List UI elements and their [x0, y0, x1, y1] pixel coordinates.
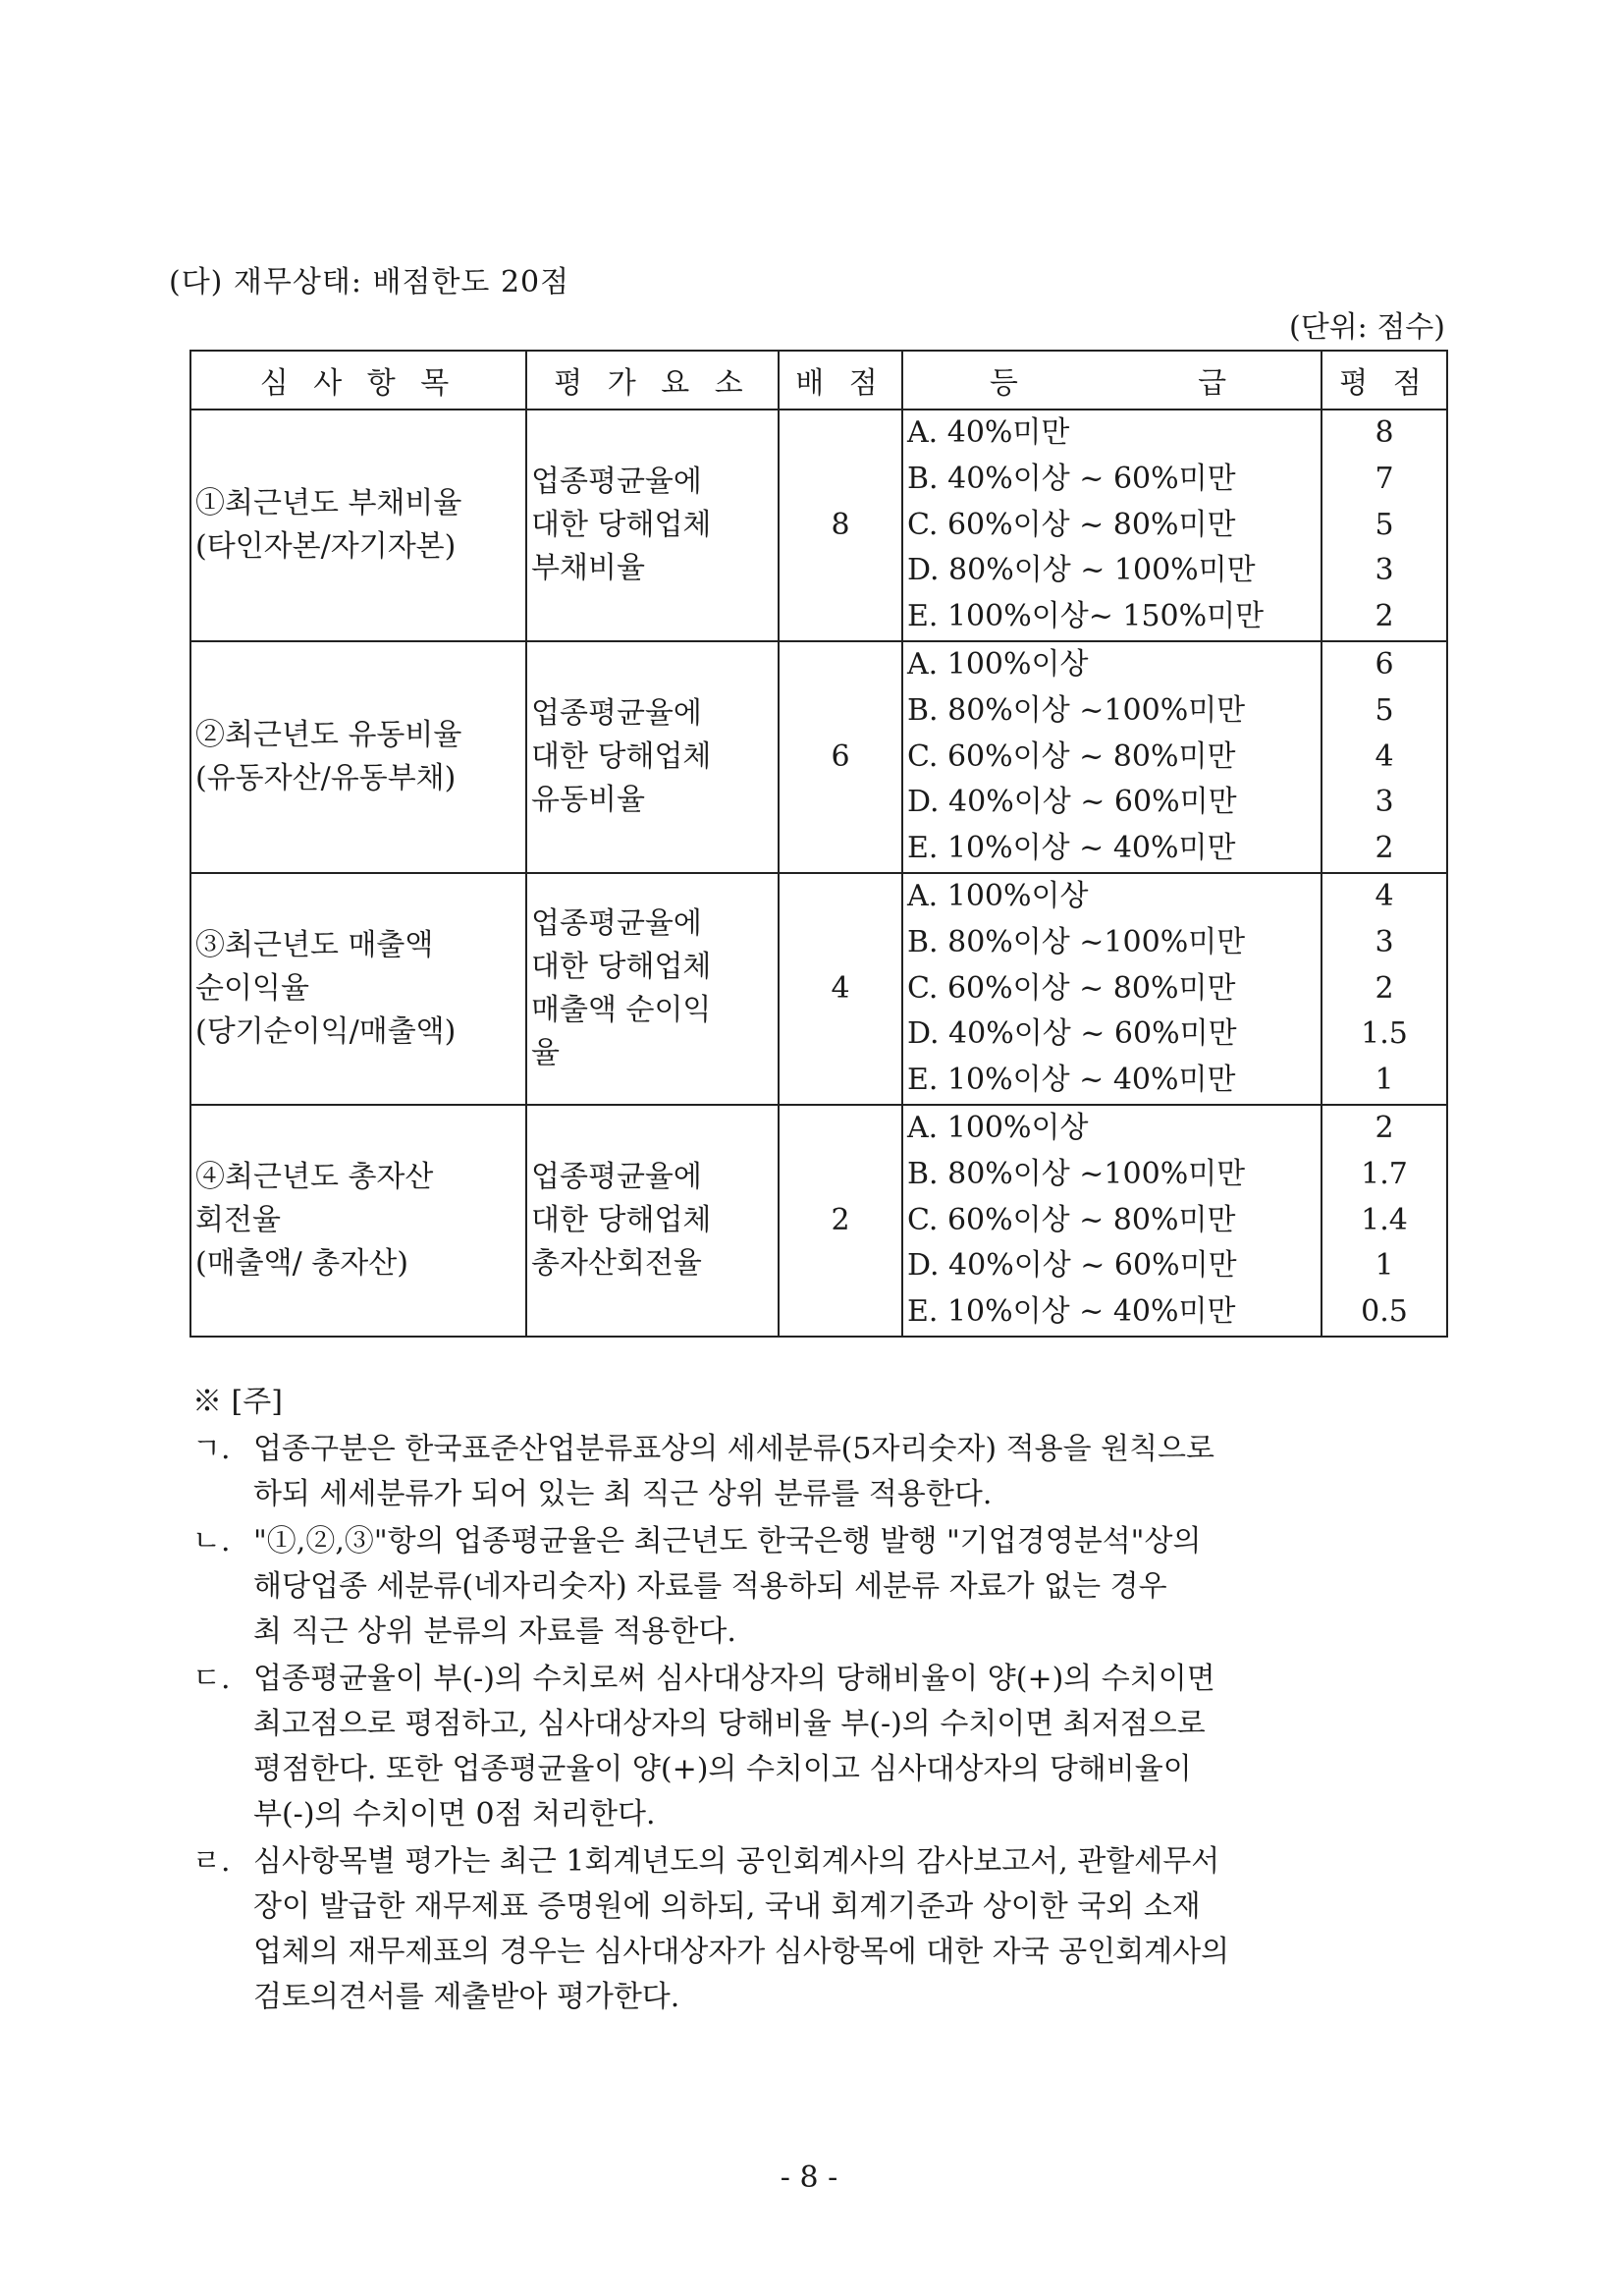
- row-points: 2: [779, 1105, 902, 1337]
- row-scores: [1321, 1105, 1447, 1337]
- row-points: 4: [779, 873, 902, 1105]
- item-line: (타인자본/자기자본): [195, 528, 457, 564]
- note-line: 평점한다. 또한 업종평균율이 양(+)의 수치이고 심사대상자의 당해비율이: [253, 1752, 1192, 1786]
- note-item: [192, 1519, 1459, 1655]
- note-line: 부(-)의 수치이면 0점 처리한다.: [253, 1797, 656, 1831]
- header-points: 배 점: [779, 351, 902, 410]
- score-value: 5: [1375, 507, 1394, 542]
- score-value: 4: [1375, 738, 1394, 774]
- row-item: [190, 873, 526, 1105]
- grade-line: D. 40%이상 ~ 60%미만: [907, 1016, 1237, 1052]
- header-item: 심 사 항 목: [190, 351, 526, 410]
- grade-line: A. 100%이상: [907, 878, 1089, 913]
- grade-line: A. 100%이상: [907, 646, 1089, 682]
- grade-line: E. 10%이상 ~ 40%미만: [907, 1063, 1236, 1098]
- score-value: 1: [1375, 1063, 1394, 1098]
- row-element: [526, 1105, 779, 1337]
- score-value: 1.5: [1361, 1016, 1408, 1052]
- note-line: 업종평균율이 부(-)의 수치로써 심사대상자의 당해비율이 양(+)의 수치이면: [253, 1662, 1215, 1696]
- scoring-table: [189, 350, 1448, 1338]
- note-body: [253, 1657, 1459, 1837]
- row-element: [526, 641, 779, 873]
- score-value: 4: [1375, 878, 1394, 913]
- row-element: [526, 873, 779, 1105]
- note-line: 장이 발급한 재무제표 증명원에 의하되, 국내 회계기준과 상이한 국외 소재: [253, 1889, 1201, 1924]
- score-value: 7: [1375, 461, 1394, 496]
- note-line: "①,②,③"항의 업종평균율은 최근년도 한국은행 발행 "기업경영분석"상의: [253, 1524, 1202, 1558]
- header-element: 평 가 요 소: [526, 351, 779, 410]
- row-scores: [1321, 641, 1447, 873]
- score-value: 8: [1375, 415, 1394, 450]
- element-line: 율: [531, 1035, 560, 1070]
- note-marker: ㄴ.: [192, 1524, 231, 1558]
- note-marker: ㄹ.: [192, 1844, 231, 1879]
- score-value: 3: [1375, 924, 1394, 959]
- score-value: 1.4: [1361, 1202, 1408, 1237]
- grade-line: E. 10%이상 ~ 40%미만: [907, 831, 1236, 866]
- row-points: 8: [779, 410, 902, 641]
- grade-line: D. 80%이상 ~ 100%미만: [907, 553, 1256, 588]
- element-line: 대한 당해업체: [531, 949, 712, 984]
- table-header-row: [190, 351, 1447, 410]
- note-item: [192, 1427, 1459, 1517]
- table-row: [190, 873, 1447, 1105]
- row-grades: [902, 641, 1321, 873]
- item-line: 순이익율: [195, 970, 309, 1006]
- element-line: 부채비율: [531, 550, 645, 585]
- note-marker: ㄷ.: [192, 1662, 231, 1696]
- score-value: 3: [1375, 553, 1394, 588]
- item-line: ③최근년도 매출액: [195, 927, 434, 962]
- note-item: [192, 1839, 1459, 2020]
- note-line: 최고점으로 평점하고, 심사대상자의 당해비율 부(-)의 수치이면 최저점으로: [253, 1707, 1206, 1741]
- grade-line: E. 10%이상 ~ 40%미만: [907, 1294, 1236, 1330]
- grade-line: B. 40%이상 ~ 60%미만: [907, 461, 1236, 496]
- score-value: 3: [1375, 785, 1394, 820]
- note-marker: ㄱ.: [192, 1432, 231, 1466]
- score-value: 2: [1375, 599, 1394, 634]
- element-line: 업종평균율에: [531, 695, 702, 731]
- item-line: 회전율: [195, 1202, 281, 1237]
- page-number: - 8 -: [780, 2160, 838, 2195]
- row-grades: [902, 873, 1321, 1105]
- row-scores: [1321, 873, 1447, 1105]
- grade-line: C. 60%이상 ~ 80%미만: [907, 970, 1236, 1006]
- grade-line: E. 100%이상~ 150%미만: [907, 599, 1265, 634]
- row-grades: [902, 1105, 1321, 1337]
- note-line: 업종구분은 한국표준산업분류표상의 세세분류(5자리숫자) 적용을 원칙으로: [253, 1432, 1215, 1466]
- grade-line: B. 80%이상 ~100%미만: [907, 1156, 1246, 1191]
- grade-line: B. 80%이상 ~100%미만: [907, 924, 1246, 959]
- header-grade: 등 급: [902, 351, 1321, 410]
- element-line: 대한 당해업체: [531, 507, 712, 542]
- row-item: [190, 410, 526, 641]
- note-body: [253, 1839, 1459, 2020]
- score-value: 6: [1375, 646, 1394, 682]
- element-line: 대한 당해업체: [531, 1202, 712, 1237]
- note-item: [192, 1657, 1459, 1837]
- note-line: 업체의 재무제표의 경우는 심사대상자가 심사항목에 대한 자국 공인회계사의: [253, 1935, 1230, 1969]
- notes-section: [192, 1380, 1459, 2020]
- unit-label: (단위: 점수): [1289, 310, 1445, 345]
- table-row: [190, 410, 1447, 641]
- grade-line: A. 40%미만: [907, 415, 1070, 450]
- score-value: 2: [1375, 831, 1394, 866]
- item-line: ①최근년도 부채비율: [195, 485, 462, 520]
- score-value: 5: [1375, 692, 1394, 728]
- row-element: [526, 410, 779, 641]
- grade-line: C. 60%이상 ~ 80%미만: [907, 507, 1236, 542]
- grade-line: D. 40%이상 ~ 60%미만: [907, 785, 1237, 820]
- table-row: [190, 641, 1447, 873]
- element-line: 매출액 순이익: [531, 992, 712, 1027]
- grade-line: B. 80%이상 ~100%미만: [907, 692, 1246, 728]
- notes-heading: ※ [주]: [192, 1385, 283, 1419]
- section-title: (다) 재무상태: 배점한도 20점: [169, 265, 570, 300]
- row-grades: [902, 410, 1321, 641]
- item-line: (당기순이익/매출액): [195, 1013, 457, 1049]
- note-line: 검토의견서를 제출받아 평가한다.: [253, 1980, 680, 2014]
- element-line: 대한 당해업체: [531, 738, 712, 774]
- item-line: ②최근년도 유동비율: [195, 717, 462, 752]
- row-item: [190, 1105, 526, 1337]
- score-value: 2: [1375, 1110, 1394, 1145]
- grade-line: C. 60%이상 ~ 80%미만: [907, 738, 1236, 774]
- element-line: 유동비율: [531, 782, 645, 817]
- note-body: [253, 1519, 1459, 1655]
- score-value: 0.5: [1361, 1294, 1408, 1330]
- item-line: (매출액/ 총자산): [195, 1245, 408, 1281]
- grade-line: A. 100%이상: [907, 1110, 1089, 1145]
- element-line: 총자산회전율: [531, 1245, 702, 1281]
- grade-line: D. 40%이상 ~ 60%미만: [907, 1248, 1237, 1284]
- note-line: 심사항목별 평가는 최근 1회계년도의 공인회계사의 감사보고서, 관할세무서: [253, 1844, 1220, 1879]
- note-line: 최 직근 상위 분류의 자료를 적용한다.: [253, 1614, 736, 1649]
- row-points: 6: [779, 641, 902, 873]
- note-line: 해당업종 세분류(네자리숫자) 자료를 적용하되 세분류 자료가 없는 경우: [253, 1569, 1167, 1604]
- row-scores: [1321, 410, 1447, 641]
- item-line: ④최근년도 총자산: [195, 1159, 434, 1194]
- item-line: (유동자산/유동부채): [195, 760, 457, 795]
- header-score: 평 점: [1321, 351, 1447, 410]
- table-row: [190, 1105, 1447, 1337]
- element-line: 업종평균율에: [531, 905, 702, 941]
- element-line: 업종평균율에: [531, 1159, 702, 1194]
- row-item: [190, 641, 526, 873]
- score-value: 1.7: [1361, 1156, 1408, 1191]
- note-line: 하되 세세분류가 되어 있는 최 직근 상위 분류를 적용한다.: [253, 1477, 993, 1511]
- score-value: 2: [1375, 970, 1394, 1006]
- grade-line: C. 60%이상 ~ 80%미만: [907, 1202, 1236, 1237]
- note-body: [253, 1427, 1459, 1517]
- score-value: 1: [1375, 1248, 1394, 1284]
- element-line: 업종평균율에: [531, 464, 702, 499]
